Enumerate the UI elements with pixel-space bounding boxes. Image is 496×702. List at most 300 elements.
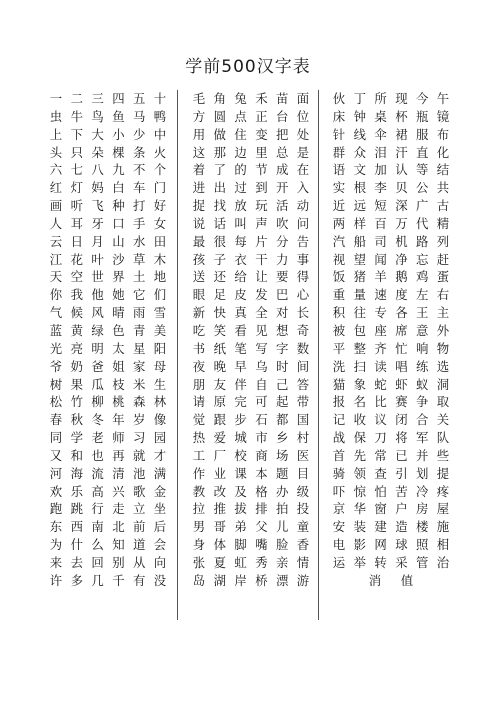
hanzi-char: 为 [49, 537, 63, 553]
hanzi-char: 户 [395, 501, 408, 517]
hanzi-char: 业 [213, 465, 226, 481]
hanzi-char: 群 [332, 144, 346, 160]
hanzi-char: 桌 [374, 108, 387, 124]
hanzi-char: 马 [132, 108, 146, 124]
hanzi-char: 字 [275, 340, 289, 356]
hanzi-char: 流 [91, 465, 104, 481]
hanzi-char: 提 [436, 465, 450, 481]
hanzi-char: 乡 [275, 430, 289, 446]
hanzi-char: 男 [192, 519, 206, 535]
hanzi-char: 河 [49, 465, 63, 481]
hanzi-char: 伞 [374, 126, 387, 142]
hanzi-char: 他 [91, 287, 104, 303]
hanzi-char: 拍 [275, 501, 289, 517]
hanzi-char: 运 [332, 554, 346, 570]
hanzi-char: 京 [332, 501, 346, 517]
hanzi-char: 丁 [353, 91, 366, 106]
hanzi-char: 什 [70, 537, 83, 553]
hanzi-char: 奶 [70, 358, 83, 374]
hanzi-char: 生 [153, 376, 167, 392]
hanzi-char: 么 [91, 537, 104, 553]
hanzi-char: 办 [275, 483, 289, 499]
char-row [331, 411, 451, 429]
hanzi-char: 认 [395, 162, 408, 178]
hanzi-char: 原 [213, 394, 226, 410]
hanzi-char: 姐 [112, 358, 125, 374]
hanzi-char: 过 [234, 180, 247, 196]
char-row [48, 554, 168, 572]
hanzi-char: 红 [49, 180, 63, 196]
hanzi-char: 处 [296, 126, 310, 142]
hanzi-char: 在 [296, 162, 310, 178]
hanzi-char: 个 [153, 162, 167, 178]
hanzi-char: 公 [415, 180, 429, 196]
hanzi-char: 所 [374, 91, 387, 106]
hanzi-char: 别 [112, 554, 125, 570]
hanzi-char: 子 [213, 251, 226, 267]
hanzi-char: 口 [112, 215, 125, 231]
hanzi-char: 首 [332, 447, 346, 463]
hanzi-char: 物 [436, 340, 450, 356]
hanzi-char: 米 [132, 376, 146, 392]
hanzi-char: 中 [153, 126, 167, 142]
hanzi-char: 候 [70, 305, 83, 321]
hanzi-char: 洗 [332, 358, 346, 374]
hanzi-char: 忘 [415, 251, 429, 267]
hanzi-char: 市 [255, 430, 268, 446]
hanzi-char: 专 [374, 305, 387, 321]
char-row [48, 500, 168, 518]
char-row [331, 465, 451, 483]
char-row [331, 429, 451, 447]
hanzi-char: 疼 [436, 483, 450, 499]
hanzi-char: 气 [49, 305, 63, 321]
hanzi-char: 排 [255, 501, 268, 517]
hanzi-char: 的 [234, 162, 247, 178]
char-row [191, 518, 311, 536]
hanzi-char: 汗 [395, 144, 408, 160]
hanzi-char: 从 [132, 554, 146, 570]
hanzi-char: 方 [192, 108, 206, 124]
hanzi-char: 我 [70, 287, 83, 303]
hanzi-char: 说 [192, 215, 206, 231]
hanzi-char: 青 [132, 322, 146, 338]
hanzi-char: 华 [353, 501, 366, 517]
hanzi-char: 嘴 [255, 537, 268, 553]
hanzi-char: 划 [415, 465, 429, 481]
hanzi-char: 分 [275, 233, 289, 249]
hanzi-char: 雪 [153, 305, 167, 321]
hanzi-char: 入 [296, 180, 310, 196]
hanzi-char: 桃 [112, 394, 125, 410]
char-row [331, 251, 451, 269]
hanzi-char: 全 [255, 305, 268, 321]
hanzi-char: 带 [296, 394, 310, 410]
hanzi-char: 圆 [213, 108, 226, 124]
hanzi-char: 各 [395, 305, 408, 321]
hanzi-char: 可 [255, 394, 268, 410]
char-column-1 [48, 90, 168, 590]
hanzi-char: 女 [153, 215, 167, 231]
hanzi-char: 弟 [234, 519, 247, 535]
char-column-3 [331, 90, 451, 590]
hanzi-char: 共 [436, 180, 450, 196]
hanzi-char: 不 [132, 162, 146, 178]
hanzi-char: 用 [192, 126, 206, 142]
hanzi-char: 平 [332, 340, 346, 356]
hanzi-char: 心 [296, 287, 310, 303]
hanzi-char: 体 [213, 537, 226, 553]
char-row [48, 286, 168, 304]
char-row [191, 215, 311, 233]
hanzi-char: 会 [153, 537, 167, 553]
hanzi-char: 又 [49, 447, 63, 463]
hanzi-char: 前 [132, 519, 146, 535]
hanzi-char: 鸟 [91, 108, 104, 124]
hanzi-char: 母 [153, 358, 167, 374]
hanzi-char: 满 [153, 465, 167, 481]
hanzi-char: 岛 [192, 572, 206, 588]
hanzi-char: 造 [395, 519, 408, 535]
hanzi-char: 照 [415, 537, 429, 553]
hanzi-char: 空 [70, 269, 83, 285]
char-row [191, 429, 311, 447]
hanzi-char: 欢 [49, 483, 63, 499]
hanzi-char: 对 [275, 305, 289, 321]
hanzi-char: 好 [153, 198, 167, 214]
hanzi-char: 爸 [91, 358, 104, 374]
char-row [191, 376, 311, 394]
hanzi-char: 西 [70, 519, 83, 535]
char-row [331, 554, 451, 572]
hanzi-char: 被 [332, 322, 346, 338]
char-row [191, 161, 311, 179]
char-row [331, 393, 451, 411]
hanzi-char: 裙 [395, 126, 408, 142]
hanzi-char: 力 [275, 251, 289, 267]
hanzi-char: 沙 [112, 251, 125, 267]
char-row [48, 215, 168, 233]
char-row [48, 322, 168, 340]
hanzi-char: 亲 [275, 554, 289, 570]
hanzi-char: 脸 [275, 537, 289, 553]
hanzi-char: 请 [192, 394, 206, 410]
char-row [331, 90, 451, 108]
hanzi-char: 间 [296, 358, 310, 374]
hanzi-char: 都 [275, 412, 289, 428]
hanzi-char: 没 [153, 572, 167, 588]
hanzi-char: 田 [153, 233, 167, 249]
hanzi-char: 医 [296, 447, 310, 463]
hanzi-char: 重 [332, 287, 346, 303]
hanzi-char: 土 [132, 269, 146, 285]
hanzi-char: 几 [91, 572, 104, 588]
char-row [331, 572, 451, 590]
hanzi-char: 四 [112, 91, 125, 106]
char-row [48, 483, 168, 501]
char-row [191, 179, 311, 197]
hanzi-char: 做 [213, 126, 226, 142]
hanzi-char: 古 [436, 198, 450, 214]
hanzi-char: 今 [415, 91, 429, 106]
hanzi-char: 叫 [234, 215, 247, 231]
hanzi-char: 池 [132, 465, 146, 481]
hanzi-char: 管 [415, 554, 429, 570]
hanzi-char: 屋 [436, 501, 450, 517]
hanzi-char: 代 [415, 215, 429, 231]
hanzi-char: 拔 [234, 501, 247, 517]
hanzi-char: 着 [192, 162, 206, 178]
hanzi-char: 游 [296, 572, 310, 588]
hanzi-char: 色 [112, 322, 125, 338]
hanzi-char: 树 [49, 376, 63, 392]
hanzi-char: 巴 [275, 287, 289, 303]
hanzi-char: 乌 [255, 358, 268, 374]
hanzi-char: 点 [234, 108, 247, 124]
char-column-2 [191, 90, 311, 590]
hanzi-char: 整 [353, 340, 366, 356]
hanzi-char: 早 [234, 358, 247, 374]
hanzi-char: 精 [436, 215, 450, 231]
hanzi-char: 秀 [255, 554, 268, 570]
hanzi-char: 友 [213, 376, 226, 392]
hanzi-char: 园 [153, 430, 167, 446]
hanzi-char: 行 [91, 501, 104, 517]
hanzi-char: 香 [296, 537, 310, 553]
hanzi-char: 朋 [192, 376, 206, 392]
hanzi-char: 开 [275, 180, 289, 196]
hanzi-char: 两 [332, 215, 346, 231]
char-row [48, 251, 168, 269]
hanzi-char: 你 [49, 287, 63, 303]
hanzi-char: 玩 [255, 198, 268, 214]
char-row [191, 144, 311, 162]
hanzi-char: 贝 [395, 180, 408, 196]
hanzi-char: 十 [153, 91, 167, 106]
hanzi-char: 领 [353, 465, 366, 481]
hanzi-char: 二 [70, 91, 83, 106]
hanzi-char: 加 [374, 162, 387, 178]
hanzi-char: 转 [374, 554, 387, 570]
hanzi-char: 工 [192, 447, 206, 463]
hanzi-char: 蓝 [49, 322, 63, 338]
hanzi-char: 每 [234, 233, 247, 249]
hanzi-char: 猫 [332, 376, 346, 392]
hanzi-char: 灯 [70, 180, 83, 196]
hanzi-char: 这 [192, 144, 206, 160]
hanzi-char: 战 [332, 430, 346, 446]
hanzi-char: 孩 [192, 251, 206, 267]
hanzi-char: 足 [213, 287, 226, 303]
hanzi-char: 汽 [332, 233, 346, 249]
char-row [48, 358, 168, 376]
hanzi-char: 山 [112, 233, 125, 249]
hanzi-char: 举 [353, 554, 366, 570]
hanzi-char: 快 [213, 305, 226, 321]
hanzi-char: 江 [49, 251, 63, 267]
hanzi-char: 还 [213, 269, 226, 285]
hanzi-char: 王 [415, 305, 429, 321]
hanzi-char: 先 [353, 447, 366, 463]
hanzi-char: 许 [49, 572, 63, 588]
hanzi-char: 些 [436, 447, 450, 463]
char-row [191, 108, 311, 126]
hanzi-char: 角 [213, 91, 226, 106]
hanzi-char: 推 [213, 501, 226, 517]
hanzi-char: 人 [49, 215, 63, 231]
char-row [331, 358, 451, 376]
hanzi-char: 新 [192, 305, 206, 321]
hanzi-char: 网 [374, 537, 387, 553]
hanzi-char: 热 [192, 430, 206, 446]
hanzi-char: 等 [415, 162, 429, 178]
char-row [331, 447, 451, 465]
hanzi-char: 冷 [415, 483, 429, 499]
hanzi-char: 三 [91, 91, 104, 106]
hanzi-char: 视 [332, 251, 346, 267]
hanzi-char: 步 [234, 412, 247, 428]
hanzi-char: 记 [332, 412, 346, 428]
hanzi-char: 车 [132, 180, 146, 196]
hanzi-char: 头 [49, 144, 63, 160]
hanzi-char: 南 [91, 519, 104, 535]
char-row [191, 126, 311, 144]
char-row [48, 179, 168, 197]
hanzi-char: 见 [255, 322, 268, 338]
hanzi-char: 蛋 [436, 269, 450, 285]
char-row [331, 304, 451, 322]
hanzi-char: 羊 [374, 269, 387, 285]
hanzi-char: 张 [192, 554, 206, 570]
hanzi-char: 漂 [275, 572, 289, 588]
hanzi-char: 李 [374, 180, 387, 196]
hanzi-char: 童 [296, 519, 310, 535]
hanzi-char: 干 [255, 251, 268, 267]
hanzi-char: 数 [296, 340, 310, 356]
hanzi-char: 八 [91, 162, 104, 178]
hanzi-char: 找 [213, 198, 226, 214]
hanzi-char: 位 [296, 108, 310, 124]
char-row [48, 90, 168, 108]
char-row [331, 144, 451, 162]
char-row [191, 465, 311, 483]
hanzi-char: 金 [153, 483, 167, 499]
char-row [331, 322, 451, 340]
hanzi-char: 草 [132, 251, 146, 267]
hanzi-char: 合 [415, 412, 429, 428]
hanzi-char: 近 [332, 198, 346, 214]
hanzi-char: 望 [353, 251, 366, 267]
hanzi-char: 画 [49, 198, 63, 214]
hanzi-char: 线 [353, 126, 366, 142]
column-divider [318, 90, 319, 620]
char-row [48, 429, 168, 447]
hanzi-char: 秋 [70, 412, 83, 428]
char-row [331, 483, 451, 501]
hanzi-char: 文 [353, 162, 366, 178]
hanzi-char: 节 [255, 162, 268, 178]
hanzi-char: 午 [436, 91, 450, 106]
hanzi-char: 云 [49, 233, 63, 249]
hanzi-char: 动 [296, 198, 310, 214]
char-row [48, 393, 168, 411]
hanzi-char: 跑 [49, 501, 63, 517]
hanzi-char: 饭 [332, 269, 346, 285]
hanzi-char: 名 [353, 394, 366, 410]
hanzi-char: 苗 [275, 91, 289, 106]
hanzi-char: 很 [213, 233, 226, 249]
hanzi-char: 鸡 [415, 269, 429, 285]
hanzi-char: 九 [112, 162, 125, 178]
hanzi-char: 里 [255, 144, 268, 160]
hanzi-char: 镜 [436, 108, 450, 124]
char-row [331, 161, 451, 179]
hanzi-char: 捉 [192, 198, 206, 214]
hanzi-char: 身 [192, 537, 206, 553]
hanzi-char: 走 [112, 501, 125, 517]
hanzi-char: 阳 [153, 340, 167, 356]
char-row [48, 340, 168, 358]
hanzi-char: 广 [415, 198, 429, 214]
hanzi-char: 爱 [213, 430, 226, 446]
hanzi-char: 觉 [192, 412, 206, 428]
hanzi-char: 值 [400, 572, 414, 588]
char-row [331, 108, 451, 126]
hanzi-char: 净 [395, 251, 408, 267]
hanzi-char: 引 [395, 465, 408, 481]
hanzi-char: 高 [91, 483, 104, 499]
hanzi-char: 已 [395, 447, 408, 463]
hanzi-char: 清 [112, 465, 125, 481]
hanzi-char: 楼 [415, 519, 429, 535]
char-row [331, 197, 451, 215]
hanzi-char: 总 [275, 144, 289, 160]
char-row [48, 304, 168, 322]
hanzi-char: 积 [332, 305, 346, 321]
char-row [48, 411, 168, 429]
hanzi-char: 赛 [395, 394, 408, 410]
hanzi-char: 窗 [374, 501, 387, 517]
hanzi-char: 它 [132, 287, 146, 303]
hanzi-char: 关 [436, 412, 450, 428]
hanzi-char: 到 [255, 180, 268, 196]
hanzi-char: 国 [296, 412, 310, 428]
hanzi-char: 兔 [234, 91, 247, 106]
hanzi-char: 花 [70, 251, 83, 267]
hanzi-char: 出 [213, 180, 226, 196]
hanzi-char: 席 [395, 322, 408, 338]
char-row [48, 144, 168, 162]
char-row [331, 233, 451, 251]
hanzi-char: 六 [49, 162, 63, 178]
hanzi-char: 采 [395, 554, 408, 570]
hanzi-char: 伙 [332, 91, 346, 106]
hanzi-char: 正 [255, 108, 268, 124]
char-row [191, 447, 311, 465]
hanzi-char: 电 [332, 537, 346, 553]
hanzi-char: 坐 [153, 501, 167, 517]
hanzi-char: 火 [153, 144, 167, 160]
hanzi-char: 右 [436, 287, 450, 303]
hanzi-char: 木 [153, 251, 167, 267]
hanzi-char: 声 [255, 215, 268, 231]
hanzi-char: 鸭 [153, 108, 167, 124]
hanzi-char: 竹 [70, 394, 83, 410]
hanzi-char: 她 [112, 287, 125, 303]
hanzi-char: 松 [49, 394, 63, 410]
hanzi-char: 安 [332, 519, 346, 535]
hanzi-char: 老 [91, 430, 104, 446]
